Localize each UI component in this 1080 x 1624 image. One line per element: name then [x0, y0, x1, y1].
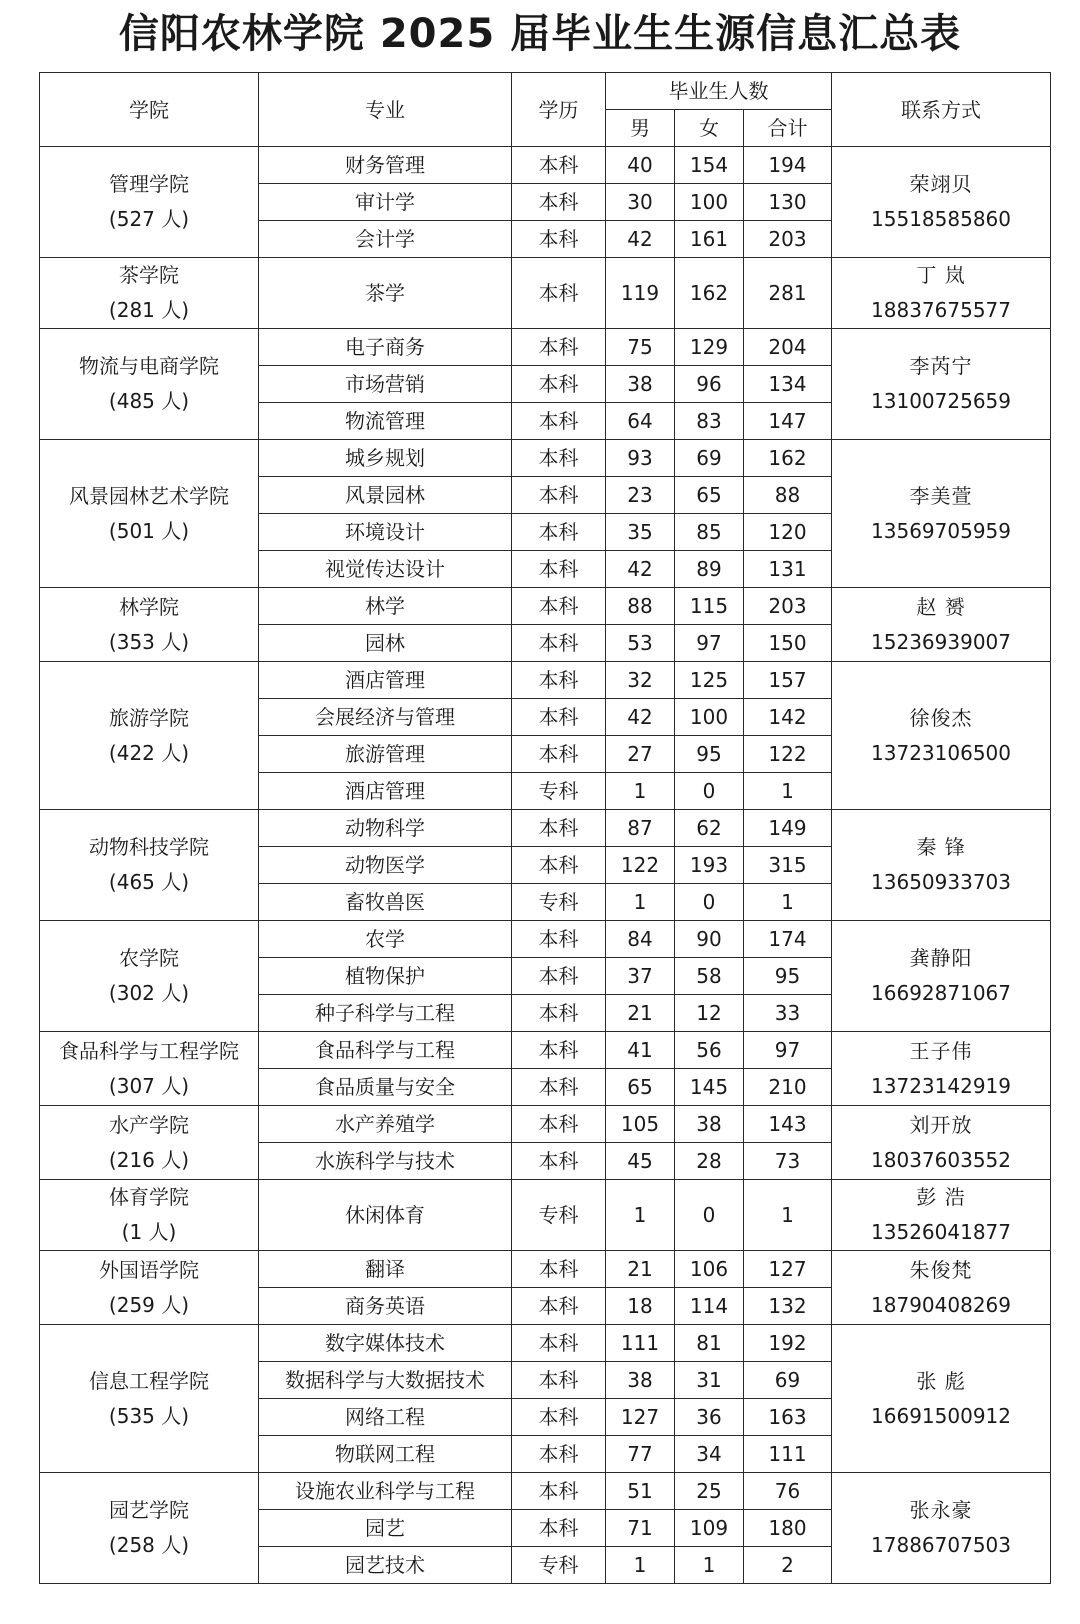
contact-phone: 16691500912: [871, 1403, 1012, 1428]
degree-cell: 本科: [512, 1436, 606, 1473]
male-count-cell: 42: [606, 699, 675, 736]
table-row: [40, 810, 1051, 847]
male-count-cell: 40: [606, 147, 675, 184]
degree-cell: 本科: [512, 958, 606, 995]
degree-cell: 本科: [512, 147, 606, 184]
table-row: [40, 1032, 1051, 1069]
major-cell: 园林: [259, 625, 512, 662]
male-count-cell: 21: [606, 1251, 675, 1288]
total-count-cell: 315: [744, 847, 832, 884]
contact-name: 秦 锋: [916, 835, 966, 859]
contact-name: 彭 浩: [916, 1185, 966, 1209]
college-name: 管理学院: [109, 172, 189, 196]
male-count-cell: 1: [606, 773, 675, 810]
college-cell: [40, 1106, 259, 1180]
header-college: 学院: [40, 73, 259, 147]
female-count-cell: 38: [675, 1106, 744, 1143]
college-count: (422 人): [108, 740, 190, 765]
degree-cell: 本科: [512, 810, 606, 847]
contact-phone: 13723106500: [871, 740, 1012, 765]
contact-phone: 15518585860: [871, 207, 1012, 231]
contact-name: 张永豪: [909, 1498, 973, 1522]
major-cell: 环境设计: [259, 514, 512, 551]
female-count-cell: 0: [675, 884, 744, 921]
degree-cell: 本科: [512, 662, 606, 699]
college-name: 水产学院: [109, 1112, 189, 1137]
major-cell: 数据科学与大数据技术: [259, 1362, 512, 1399]
college-name: 信息工程学院: [89, 1368, 209, 1393]
major-cell: 物流管理: [259, 403, 512, 440]
total-count-cell: 2: [744, 1547, 832, 1584]
male-count-cell: 93: [606, 440, 675, 477]
contact-name: 刘开放: [909, 1112, 973, 1137]
total-count-cell: 111: [744, 1436, 832, 1473]
contact-cell: [832, 1032, 1051, 1106]
college-count: (259 人): [108, 1292, 190, 1317]
contact-phone: 17886707503: [871, 1533, 1012, 1557]
contact-phone: 16692871067: [871, 981, 1012, 1005]
degree-cell: 本科: [512, 1288, 606, 1325]
table-row: [40, 258, 1051, 329]
female-count-cell: 31: [675, 1362, 744, 1399]
female-count-cell: 100: [675, 184, 744, 221]
college-count: (485 人): [108, 389, 190, 413]
degree-cell: 本科: [512, 625, 606, 662]
contact-name: 徐俊杰: [909, 705, 973, 730]
female-count-cell: 65: [675, 477, 744, 514]
degree-cell: 本科: [512, 1399, 606, 1436]
contact-cell: [832, 1180, 1051, 1251]
contact-name: 赵 赟: [916, 594, 966, 619]
male-count-cell: 111: [606, 1325, 675, 1362]
major-cell: 会计学: [259, 221, 512, 258]
contact-name: 李美萱: [909, 483, 973, 508]
degree-cell: 本科: [512, 366, 606, 403]
female-count-cell: 161: [675, 221, 744, 258]
male-count-cell: 38: [606, 1362, 675, 1399]
degree-cell: 本科: [512, 1106, 606, 1143]
contact-cell: [832, 921, 1051, 1032]
college-count: (258 人): [108, 1533, 190, 1557]
college-count: (307 人): [108, 1073, 190, 1098]
major-cell: 财务管理: [259, 147, 512, 184]
contact-phone: 13569705959: [871, 518, 1012, 543]
female-count-cell: 145: [675, 1069, 744, 1106]
header-female: 女: [675, 110, 744, 147]
header-degree: 学历: [512, 73, 606, 147]
female-count-cell: 62: [675, 810, 744, 847]
college-count: (353 人): [108, 629, 190, 654]
total-count-cell: 204: [744, 329, 832, 366]
total-count-cell: 131: [744, 551, 832, 588]
major-cell: 网络工程: [259, 1399, 512, 1436]
college-name: 物流与电商学院: [79, 354, 219, 378]
major-cell: 酒店管理: [259, 662, 512, 699]
contact-name: 丁 岚: [916, 263, 966, 287]
major-cell: 畜牧兽医: [259, 884, 512, 921]
degree-cell: 专科: [512, 773, 606, 810]
header-total: 合计: [744, 110, 832, 147]
total-count-cell: 194: [744, 147, 832, 184]
female-count-cell: 28: [675, 1143, 744, 1180]
female-count-cell: 69: [675, 440, 744, 477]
degree-cell: 专科: [512, 1180, 606, 1251]
contact-phone: 13526041877: [871, 1220, 1012, 1244]
total-count-cell: 149: [744, 810, 832, 847]
college-count: (535 人): [108, 1403, 190, 1428]
degree-cell: 本科: [512, 551, 606, 588]
college-count: (281 人): [108, 298, 190, 322]
female-count-cell: 154: [675, 147, 744, 184]
female-count-cell: 100: [675, 699, 744, 736]
contact-phone: 18790408269: [871, 1292, 1012, 1317]
total-count-cell: 88: [744, 477, 832, 514]
table-row: [40, 662, 1051, 699]
contact-phone: 15236939007: [871, 629, 1012, 654]
total-count-cell: 33: [744, 995, 832, 1032]
page-title: 信阳农林学院 2025 届毕业生生源信息汇总表: [118, 11, 962, 57]
table-body: [40, 147, 1051, 1584]
table-row: [40, 921, 1051, 958]
header-graduates: 毕业生人数: [606, 73, 832, 110]
major-cell: 电子商务: [259, 329, 512, 366]
college-count: (465 人): [108, 870, 190, 894]
male-count-cell: 35: [606, 514, 675, 551]
male-count-cell: 42: [606, 551, 675, 588]
degree-cell: 本科: [512, 921, 606, 958]
graduate-summary-table: [39, 72, 1051, 1584]
total-count-cell: 132: [744, 1288, 832, 1325]
table-row: [40, 1106, 1051, 1143]
male-count-cell: 77: [606, 1436, 675, 1473]
college-cell: [40, 810, 259, 921]
contact-cell: [832, 440, 1051, 588]
female-count-cell: 83: [675, 403, 744, 440]
college-cell: [40, 440, 259, 588]
female-count-cell: 114: [675, 1288, 744, 1325]
header-male: 男: [606, 110, 675, 147]
male-count-cell: 1: [606, 1180, 675, 1251]
total-count-cell: 150: [744, 625, 832, 662]
total-count-cell: 130: [744, 184, 832, 221]
male-count-cell: 42: [606, 221, 675, 258]
total-count-cell: 192: [744, 1325, 832, 1362]
female-count-cell: 12: [675, 995, 744, 1032]
female-count-cell: 95: [675, 736, 744, 773]
male-count-cell: 41: [606, 1032, 675, 1069]
male-count-cell: 1: [606, 884, 675, 921]
female-count-cell: 0: [675, 1180, 744, 1251]
male-count-cell: 53: [606, 625, 675, 662]
female-count-cell: 115: [675, 588, 744, 625]
major-cell: 市场营销: [259, 366, 512, 403]
contact-phone: 18837675577: [871, 298, 1012, 322]
college-count: (216 人): [108, 1147, 190, 1172]
total-count-cell: 180: [744, 1510, 832, 1547]
female-count-cell: 97: [675, 625, 744, 662]
total-count-cell: 76: [744, 1473, 832, 1510]
male-count-cell: 30: [606, 184, 675, 221]
degree-cell: 本科: [512, 995, 606, 1032]
college-name: 体育学院: [109, 1185, 189, 1209]
college-cell: [40, 921, 259, 1032]
college-name: 食品科学与工程学院: [59, 1038, 239, 1063]
male-count-cell: 119: [606, 258, 675, 329]
contact-cell: [832, 1251, 1051, 1325]
degree-cell: 本科: [512, 477, 606, 514]
male-count-cell: 21: [606, 995, 675, 1032]
female-count-cell: 193: [675, 847, 744, 884]
female-count-cell: 1: [675, 1547, 744, 1584]
contact-cell: [832, 329, 1051, 440]
major-cell: 水产养殖学: [259, 1106, 512, 1143]
college-name: 旅游学院: [109, 705, 189, 730]
total-count-cell: 69: [744, 1362, 832, 1399]
total-count-cell: 120: [744, 514, 832, 551]
male-count-cell: 1: [606, 1547, 675, 1584]
table-row: [40, 440, 1051, 477]
college-name: 园艺学院: [109, 1498, 189, 1522]
major-cell: 城乡规划: [259, 440, 512, 477]
male-count-cell: 27: [606, 736, 675, 773]
contact-name: 朱俊梵: [909, 1257, 973, 1282]
total-count-cell: 134: [744, 366, 832, 403]
college-cell: [40, 329, 259, 440]
male-count-cell: 105: [606, 1106, 675, 1143]
degree-cell: 本科: [512, 588, 606, 625]
major-cell: 水族科学与技术: [259, 1143, 512, 1180]
male-count-cell: 84: [606, 921, 675, 958]
major-cell: 翻译: [259, 1251, 512, 1288]
total-count-cell: 127: [744, 1251, 832, 1288]
major-cell: 会展经济与管理: [259, 699, 512, 736]
major-cell: 休闲体育: [259, 1180, 512, 1251]
college-count: (302 人): [108, 981, 190, 1005]
female-count-cell: 0: [675, 773, 744, 810]
male-count-cell: 65: [606, 1069, 675, 1106]
male-count-cell: 37: [606, 958, 675, 995]
table-row: [40, 1251, 1051, 1288]
table-row: [40, 147, 1051, 184]
female-count-cell: 58: [675, 958, 744, 995]
total-count-cell: 97: [744, 1032, 832, 1069]
contact-phone: 13100725659: [871, 389, 1012, 413]
table-row: [40, 588, 1051, 625]
major-cell: 物联网工程: [259, 1436, 512, 1473]
college-cell: [40, 147, 259, 258]
table-row: [40, 329, 1051, 366]
contact-cell: [832, 810, 1051, 921]
total-count-cell: 203: [744, 221, 832, 258]
major-cell: 数字媒体技术: [259, 1325, 512, 1362]
male-count-cell: 127: [606, 1399, 675, 1436]
degree-cell: 本科: [512, 1473, 606, 1510]
degree-cell: 本科: [512, 1362, 606, 1399]
table-row: [40, 1325, 1051, 1362]
degree-cell: 专科: [512, 1547, 606, 1584]
table-row: [40, 1473, 1051, 1510]
total-count-cell: 147: [744, 403, 832, 440]
male-count-cell: 51: [606, 1473, 675, 1510]
college-name: 风景园林艺术学院: [69, 483, 229, 508]
table-header: [40, 73, 1051, 147]
total-count-cell: 122: [744, 736, 832, 773]
major-cell: 动物科学: [259, 810, 512, 847]
college-name: 外国语学院: [99, 1257, 199, 1282]
total-count-cell: 281: [744, 258, 832, 329]
degree-cell: 本科: [512, 329, 606, 366]
major-cell: 种子科学与工程: [259, 995, 512, 1032]
total-count-cell: 203: [744, 588, 832, 625]
degree-cell: 本科: [512, 699, 606, 736]
contact-phone: 18037603552: [871, 1147, 1012, 1172]
male-count-cell: 23: [606, 477, 675, 514]
major-cell: 林学: [259, 588, 512, 625]
major-cell: 食品质量与安全: [259, 1069, 512, 1106]
degree-cell: 本科: [512, 1069, 606, 1106]
contact-cell: [832, 588, 1051, 662]
degree-cell: 本科: [512, 440, 606, 477]
contact-cell: [832, 258, 1051, 329]
female-count-cell: 129: [675, 329, 744, 366]
major-cell: 酒店管理: [259, 773, 512, 810]
female-count-cell: 109: [675, 1510, 744, 1547]
total-count-cell: 210: [744, 1069, 832, 1106]
college-name: 茶学院: [119, 263, 179, 287]
degree-cell: 本科: [512, 736, 606, 773]
degree-cell: 本科: [512, 847, 606, 884]
major-cell: 植物保护: [259, 958, 512, 995]
college-cell: [40, 258, 259, 329]
degree-cell: 本科: [512, 514, 606, 551]
total-count-cell: 1: [744, 773, 832, 810]
major-cell: 视觉传达设计: [259, 551, 512, 588]
major-cell: 园艺技术: [259, 1547, 512, 1584]
male-count-cell: 87: [606, 810, 675, 847]
degree-cell: 本科: [512, 1143, 606, 1180]
degree-cell: 本科: [512, 403, 606, 440]
major-cell: 农学: [259, 921, 512, 958]
major-cell: 动物医学: [259, 847, 512, 884]
contact-phone: 13723142919: [871, 1073, 1012, 1098]
college-cell: [40, 1325, 259, 1473]
degree-cell: 本科: [512, 1510, 606, 1547]
male-count-cell: 122: [606, 847, 675, 884]
contact-name: 龚静阳: [909, 946, 973, 970]
female-count-cell: 106: [675, 1251, 744, 1288]
major-cell: 商务英语: [259, 1288, 512, 1325]
total-count-cell: 1: [744, 884, 832, 921]
major-cell: 风景园林: [259, 477, 512, 514]
college-cell: [40, 1473, 259, 1584]
male-count-cell: 88: [606, 588, 675, 625]
total-count-cell: 162: [744, 440, 832, 477]
contact-name: 王子伟: [909, 1038, 973, 1063]
contact-cell: [832, 662, 1051, 810]
male-count-cell: 45: [606, 1143, 675, 1180]
header-contact: 联系方式: [832, 73, 1051, 147]
total-count-cell: 95: [744, 958, 832, 995]
degree-cell: 本科: [512, 221, 606, 258]
college-count: (1 人): [121, 1220, 177, 1244]
total-count-cell: 143: [744, 1106, 832, 1143]
male-count-cell: 75: [606, 329, 675, 366]
female-count-cell: 96: [675, 366, 744, 403]
major-cell: 审计学: [259, 184, 512, 221]
major-cell: 旅游管理: [259, 736, 512, 773]
major-cell: 设施农业科学与工程: [259, 1473, 512, 1510]
major-cell: 园艺: [259, 1510, 512, 1547]
contact-cell: [832, 147, 1051, 258]
degree-cell: 本科: [512, 1251, 606, 1288]
degree-cell: 本科: [512, 1325, 606, 1362]
contact-name: 张 彪: [916, 1368, 966, 1393]
female-count-cell: 89: [675, 551, 744, 588]
female-count-cell: 162: [675, 258, 744, 329]
degree-cell: 专科: [512, 884, 606, 921]
college-name: 动物科技学院: [89, 835, 209, 859]
total-count-cell: 174: [744, 921, 832, 958]
college-cell: [40, 1032, 259, 1106]
contact-name: 李芮宁: [909, 354, 973, 378]
total-count-cell: 73: [744, 1143, 832, 1180]
contact-phone: 13650933703: [871, 870, 1012, 894]
college-cell: [40, 1251, 259, 1325]
major-cell: 茶学: [259, 258, 512, 329]
college-cell: [40, 662, 259, 810]
male-count-cell: 64: [606, 403, 675, 440]
female-count-cell: 56: [675, 1032, 744, 1069]
total-count-cell: 142: [744, 699, 832, 736]
major-cell: 食品科学与工程: [259, 1032, 512, 1069]
contact-cell: [832, 1325, 1051, 1473]
college-name: 农学院: [119, 946, 179, 970]
male-count-cell: 71: [606, 1510, 675, 1547]
college-cell: [40, 588, 259, 662]
female-count-cell: 125: [675, 662, 744, 699]
female-count-cell: 85: [675, 514, 744, 551]
table-row: [40, 1180, 1051, 1251]
male-count-cell: 32: [606, 662, 675, 699]
college-cell: [40, 1180, 259, 1251]
male-count-cell: 18: [606, 1288, 675, 1325]
college-count: (527 人): [108, 207, 190, 231]
male-count-cell: 38: [606, 366, 675, 403]
female-count-cell: 81: [675, 1325, 744, 1362]
college-name: 林学院: [119, 594, 179, 619]
header-major: 专业: [259, 73, 512, 147]
degree-cell: 本科: [512, 258, 606, 329]
total-count-cell: 1: [744, 1180, 832, 1251]
degree-cell: 本科: [512, 1032, 606, 1069]
total-count-cell: 163: [744, 1399, 832, 1436]
contact-name: 荣翊贝: [909, 172, 973, 196]
degree-cell: 本科: [512, 184, 606, 221]
total-count-cell: 157: [744, 662, 832, 699]
college-count: (501 人): [108, 518, 190, 543]
contact-cell: [832, 1473, 1051, 1584]
female-count-cell: 34: [675, 1436, 744, 1473]
female-count-cell: 36: [675, 1399, 744, 1436]
female-count-cell: 25: [675, 1473, 744, 1510]
female-count-cell: 90: [675, 921, 744, 958]
contact-cell: [832, 1106, 1051, 1180]
